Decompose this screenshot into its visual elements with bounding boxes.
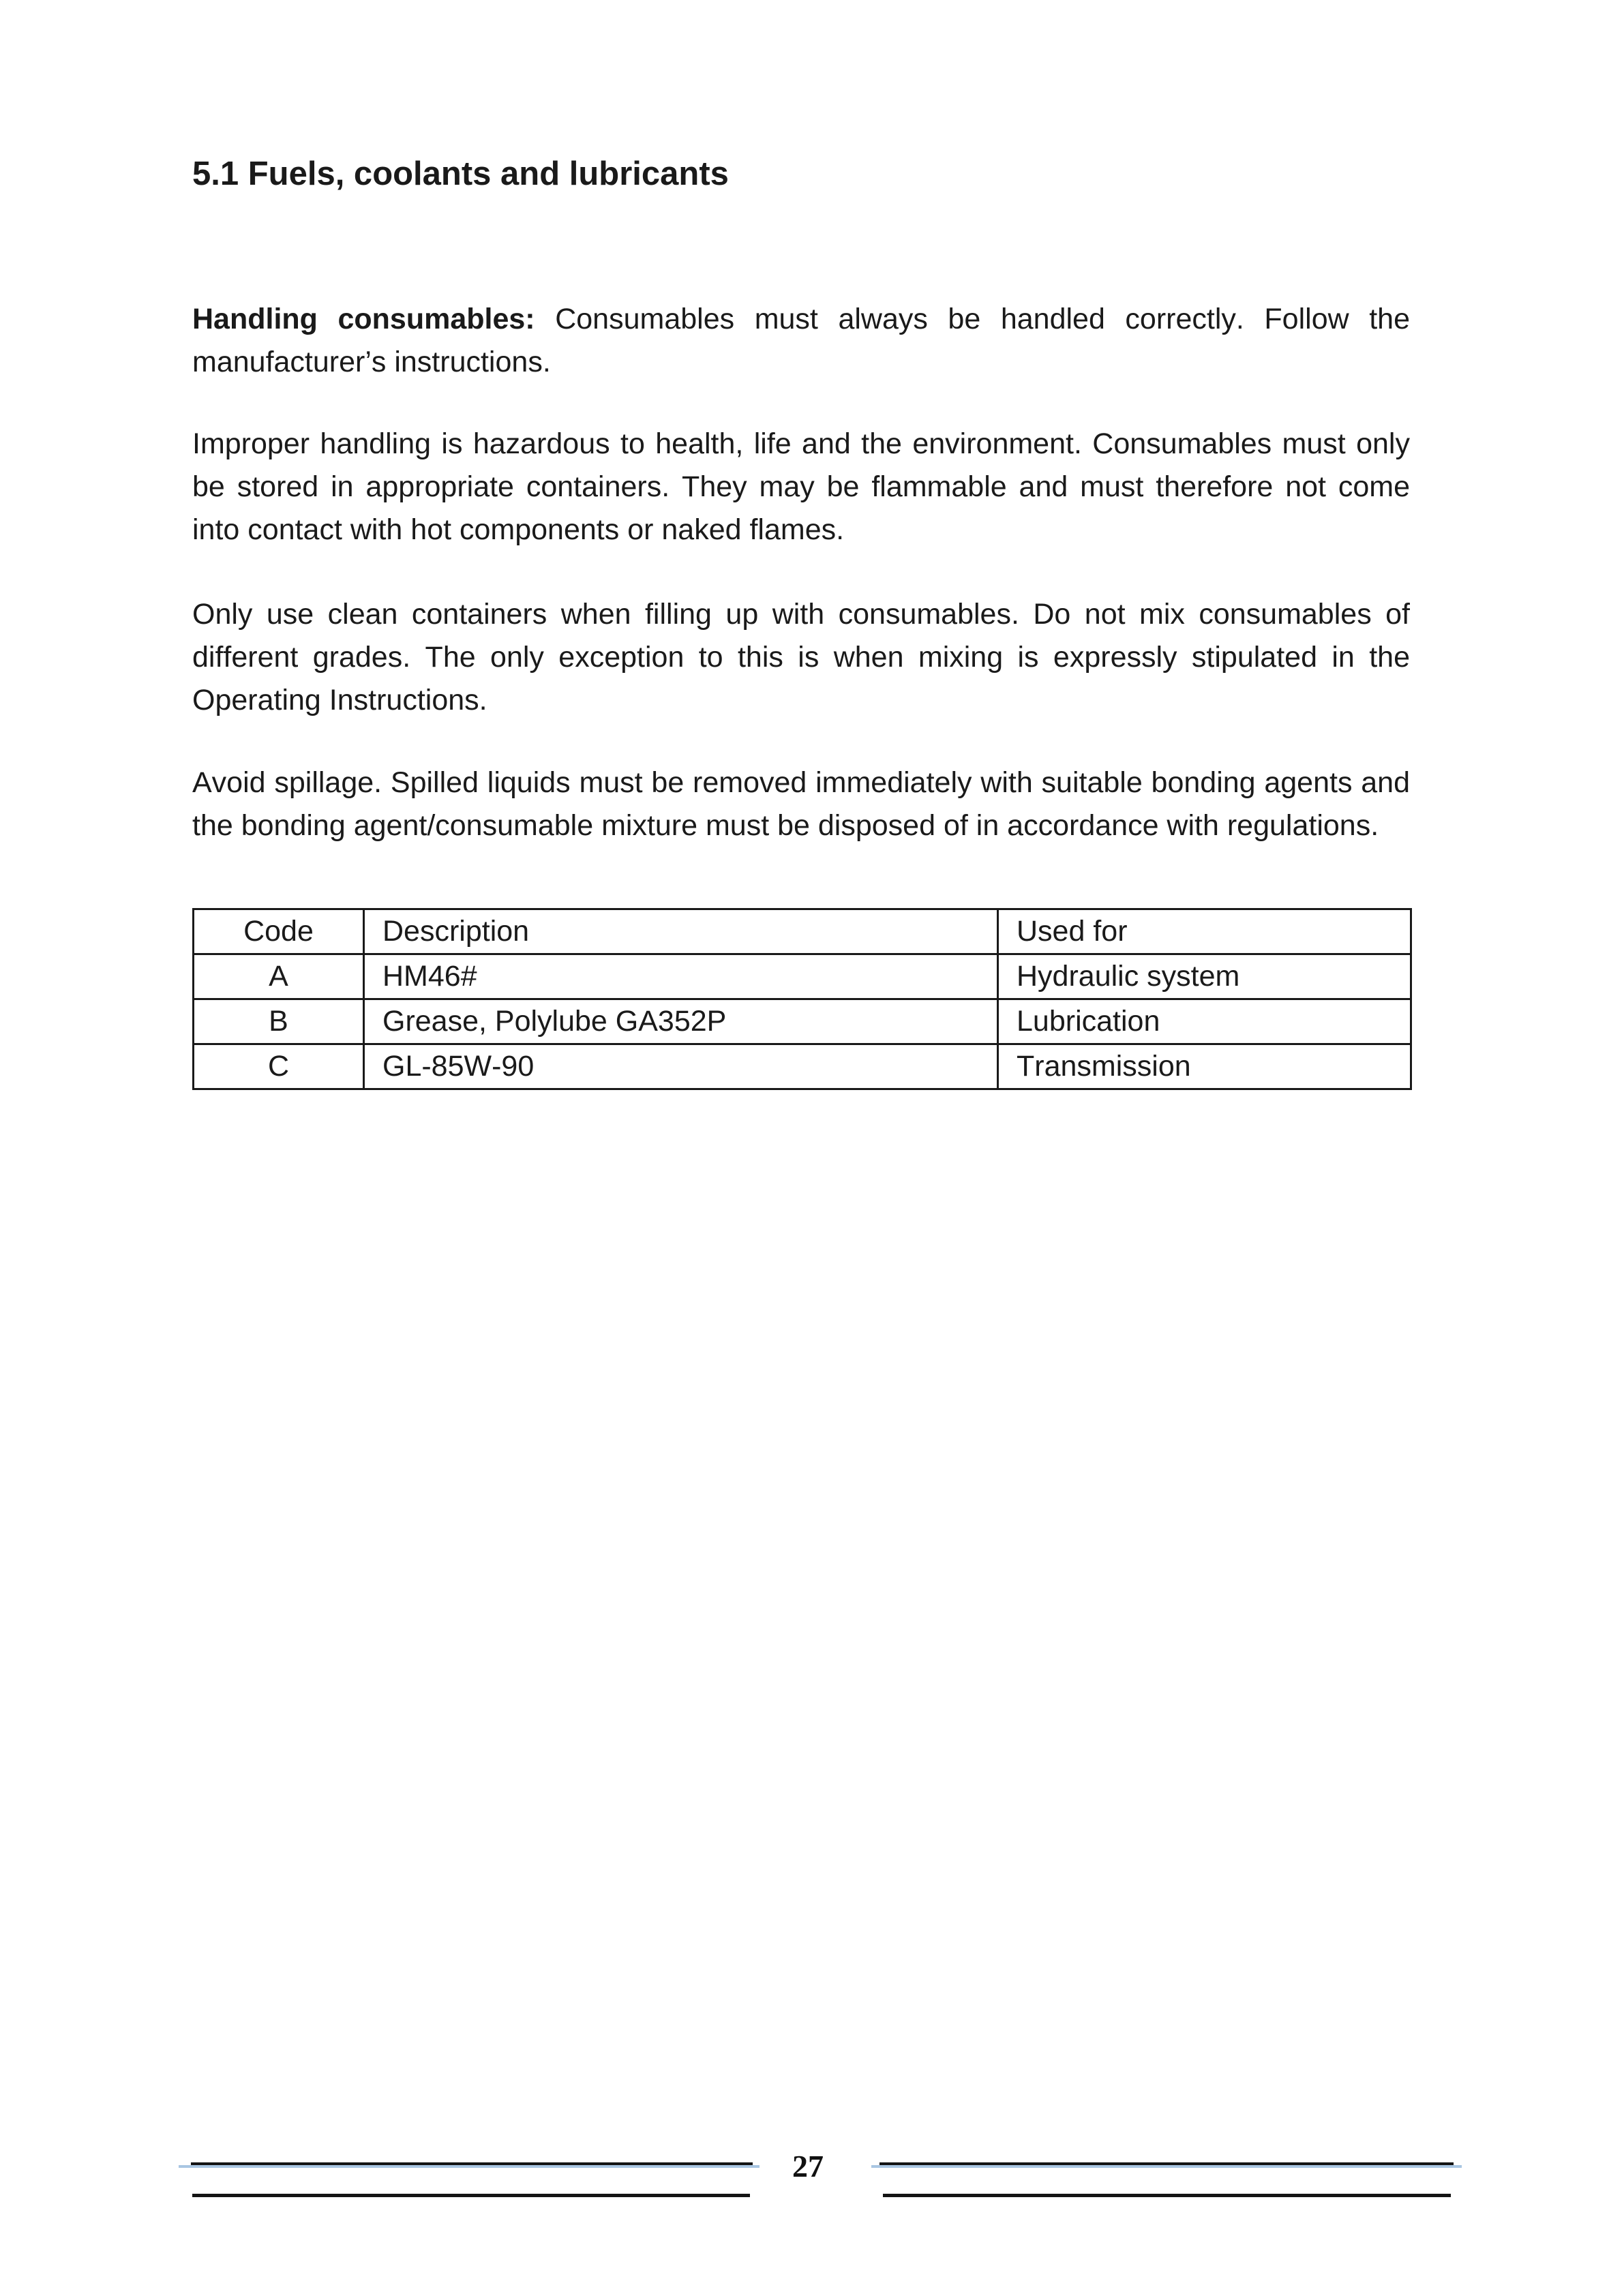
paragraph-avoid-spillage: Avoid spillage. Spilled liquids must be removed immediately with suitable bonding agents and the bonding agent/consumable mixture must be disposed of in accordance with regulations. [192, 766, 1410, 842]
page-number: 27 [792, 2149, 824, 2184]
header-cell-description: Description [364, 909, 998, 954]
cell-description: GL-85W-90 [364, 1044, 998, 1089]
paragraph-clean-containers: Only use clean containers when filling up with consumables. Do not mix consumables of different grades. The only exception to this is when mixing is expressly stipulated in the Operating Instructions. [192, 598, 1410, 716]
cell-used-for: Hydraulic system [998, 954, 1411, 999]
paragraph-improper-handling: Improper handling is hazardous to health, life and the environment. Consumables must only be stored in appropriate containers. They may be flammable and must therefore not come into contact with hot components or naked flames. [192, 427, 1410, 546]
paragraph-lead-bold: Handling consumables: [192, 303, 535, 335]
footer-rule-black-right [879, 2162, 1454, 2165]
table-row [194, 1044, 1411, 1089]
section-heading: 5.1 Fuels, coolants and lubricants [192, 155, 729, 192]
header-cell-code: Code [194, 909, 364, 954]
cell-code: B [194, 999, 364, 1044]
header-cell-used-for: Used for [998, 909, 1411, 954]
cell-description: HM46# [364, 954, 998, 999]
table-row [194, 954, 1411, 999]
paragraph-handling-consumables [192, 298, 1410, 384]
cell-code: A [194, 954, 364, 999]
footer-rule-bottom-right [883, 2194, 1451, 2197]
cell-description: Grease, Polylube GA352P [364, 999, 998, 1044]
paragraph-text: Consumables must always be handled correctly. Follow the manufacturer’s instructions. [192, 303, 1411, 378]
footer-rule-bottom-left [192, 2194, 750, 2197]
consumables-table [192, 908, 1412, 1090]
footer-rule-black-left [191, 2162, 753, 2165]
cell-code: C [194, 1044, 364, 1089]
table-row [194, 999, 1411, 1044]
footer-rule-blue-left [179, 2165, 760, 2168]
cell-used-for: Lubrication [998, 999, 1411, 1044]
cell-used-for: Transmission [998, 1044, 1411, 1089]
table-header-row [194, 909, 1411, 954]
footer-rule-blue-right [871, 2165, 1462, 2168]
